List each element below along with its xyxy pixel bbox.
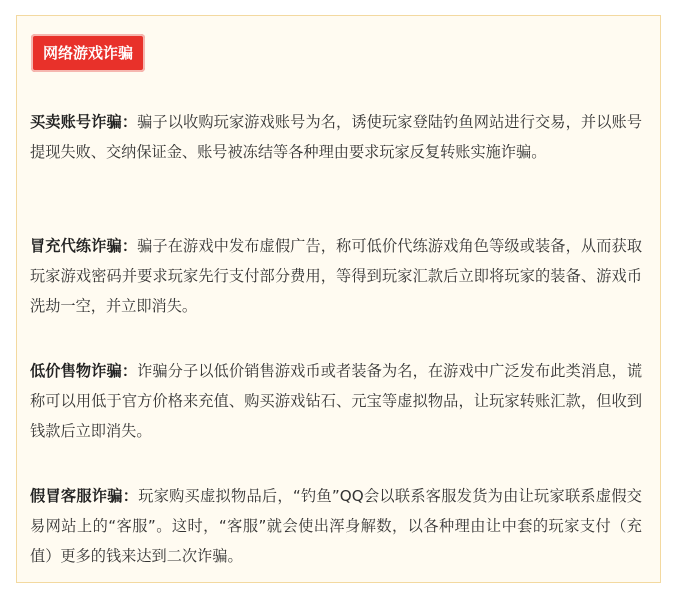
scam-section-fake-leveling [30,231,642,321]
scam-section-account-trading [30,107,642,167]
section-title: 冒充代练诈骗： [30,237,138,255]
section-body: 玩家购买虚拟物品后，“钓鱼”QQ会以联系客服发货为由让玩家联系虚假交易网站上的“客服”。这时，“客服”就会使出浑身解数，以各种理由让中套的玩家支付（充值）更多的钱来达到二次诈骗。 [30,487,642,565]
section-body: 骗子以收购玩家游戏账号为名，诱使玩家登陆钓鱼网站进行交易，并以账号提现失败、交纳保证金、账号被冻结等各种理由要求玩家反复转账实施诈骗。 [30,113,643,161]
section-title: 假冒客服诈骗： [30,487,139,505]
scam-section-fake-customer-service [30,481,642,571]
section-title: 买卖账号诈骗： [30,113,138,131]
scam-section-low-price-items [30,356,642,446]
section-title: 低价售物诈骗： [30,362,138,380]
content-card [16,15,661,583]
section-badge: 网络游戏诈骗 [31,34,145,72]
section-body: 骗子在游戏中发布虚假广告，称可低价代练游戏角色等级或装备，从而获取玩家游戏密码并要求玩家先行支付部分费用，等得到玩家汇款后立即将玩家的装备、游戏币洗劫一空，并立即消失。 [30,237,643,315]
section-body: 诈骗分子以低价销售游戏币或者装备为名，在游戏中广泛发布此类消息，谎称可以用低于官方价格来充值、购买游戏钻石、元宝等虚拟物品，让玩家转账汇款，但收到钱款后立即消失。 [30,362,643,440]
